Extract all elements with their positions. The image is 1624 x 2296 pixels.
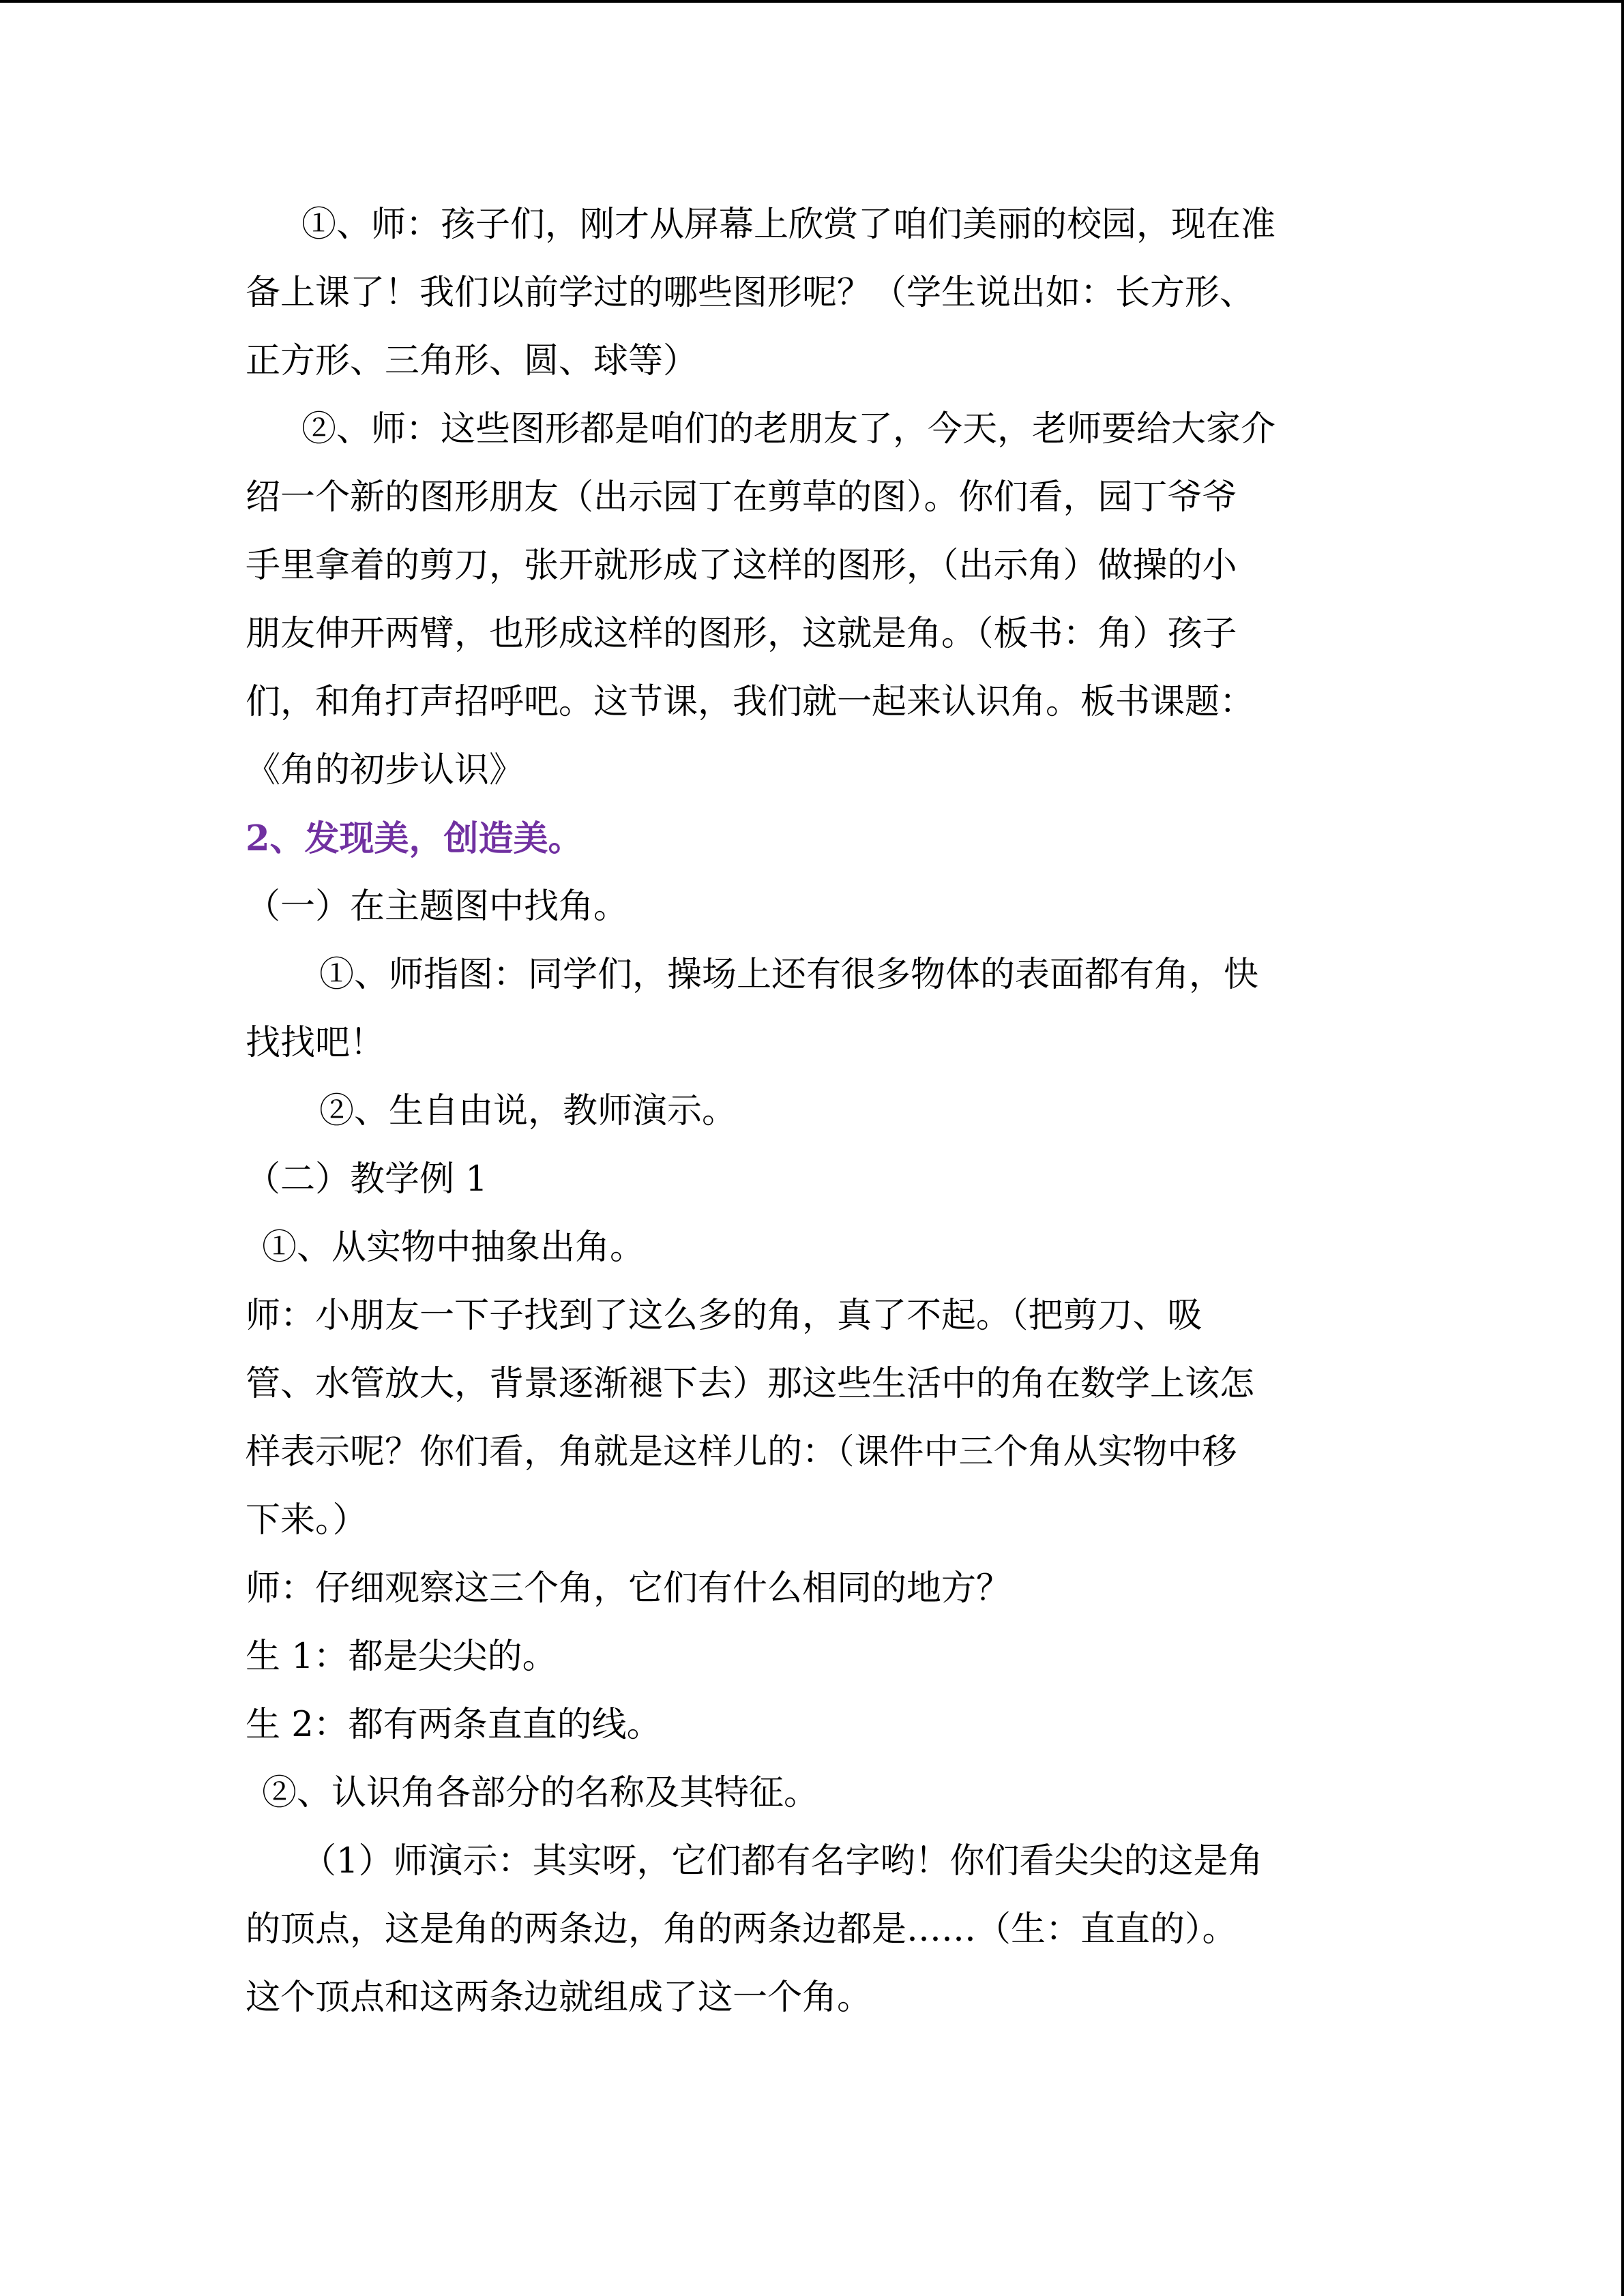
subsection-1-item-1-line-1: ①、师指图：同学们，操场上还有很多物体的表面都有角，快: [319, 955, 1259, 995]
demo-line-2: 的顶点，这是角的两条边，角的两条边都是……（生：直直的）。: [246, 1909, 1237, 1950]
subsection-1-item-1-line-2: 找找吧！: [246, 1023, 385, 1063]
subsection-2-item-1: ①、从实物中抽象出角。: [262, 1227, 645, 1268]
student-2-answer: 生 2：都有两条直直的线。: [246, 1705, 662, 1745]
paragraph-2-line-3: 手里拿着的剪刀，张开就形成了这样的图形，（出示角）做操的小: [246, 546, 1237, 586]
paragraph-2-line-5: 们，和角打声招呼吧。这节课，我们就一起来认识角。板书课题：: [246, 682, 1255, 722]
student-1-answer: 生 1：都是尖尖的。: [246, 1637, 557, 1677]
demo-line-3: 这个顶点和这两条边就组成了这一个角。: [246, 1978, 872, 2018]
teacher-line-2: 管、水管放大，背景逐渐褪下去）那这些生活中的角在数学上该怎: [246, 1364, 1255, 1404]
paragraph-2-line-4: 朋友伸开两臂，也形成这样的图形，这就是角。（板书：角）孩子: [246, 614, 1237, 654]
teacher-line-3: 样表示呢？你们看，角就是这样儿的：（课件中三个角从实物中移: [246, 1432, 1237, 1472]
demo-line-1: （1）师演示：其实呀，它们都有名字哟！你们看尖尖的这是角: [301, 1841, 1263, 1881]
subsection-2-heading: （二）教学例 1: [246, 1159, 488, 1199]
lesson-title-line: 《角的初步认识》: [246, 750, 525, 790]
subsection-1-heading: （一）在主题图中找角。: [246, 886, 629, 927]
paragraph-1-line-2: 备上课了！我们以前学过的哪些图形呢？（学生说出如：长方形、: [246, 273, 1255, 313]
teacher-question: 师：仔细观察这三个角，它们有什么相同的地方？: [246, 1568, 1012, 1609]
paragraph-2-line-2: 绍一个新的图形朋友（出示园丁在剪草的图）。你们看，园丁爷爷: [246, 477, 1237, 518]
paragraph-1-line-1: ①、师：孩子们，刚才从屏幕上欣赏了咱们美丽的校园，现在准: [301, 205, 1276, 245]
page-top-border: [0, 0, 1624, 3]
teacher-line-4: 下来。）: [246, 1500, 368, 1540]
section-heading: 2、发现美，创造美。: [246, 818, 583, 859]
teacher-line-1: 师：小朋友一下子找到了这么多的角，真了不起。（把剪刀、吸: [246, 1296, 1202, 1336]
paragraph-2-line-1: ②、师：这些图形都是咱们的老朋友了，今天，老师要给大家介: [301, 409, 1276, 449]
subsection-1-item-2: ②、生自由说，教师演示。: [319, 1091, 737, 1131]
subsection-2-item-2: ②、认识角各部分的名称及其特征。: [262, 1773, 819, 1813]
page-right-border: [1621, 0, 1624, 2296]
paragraph-1-line-3: 正方形、三角形、圆、球等）: [246, 341, 698, 381]
